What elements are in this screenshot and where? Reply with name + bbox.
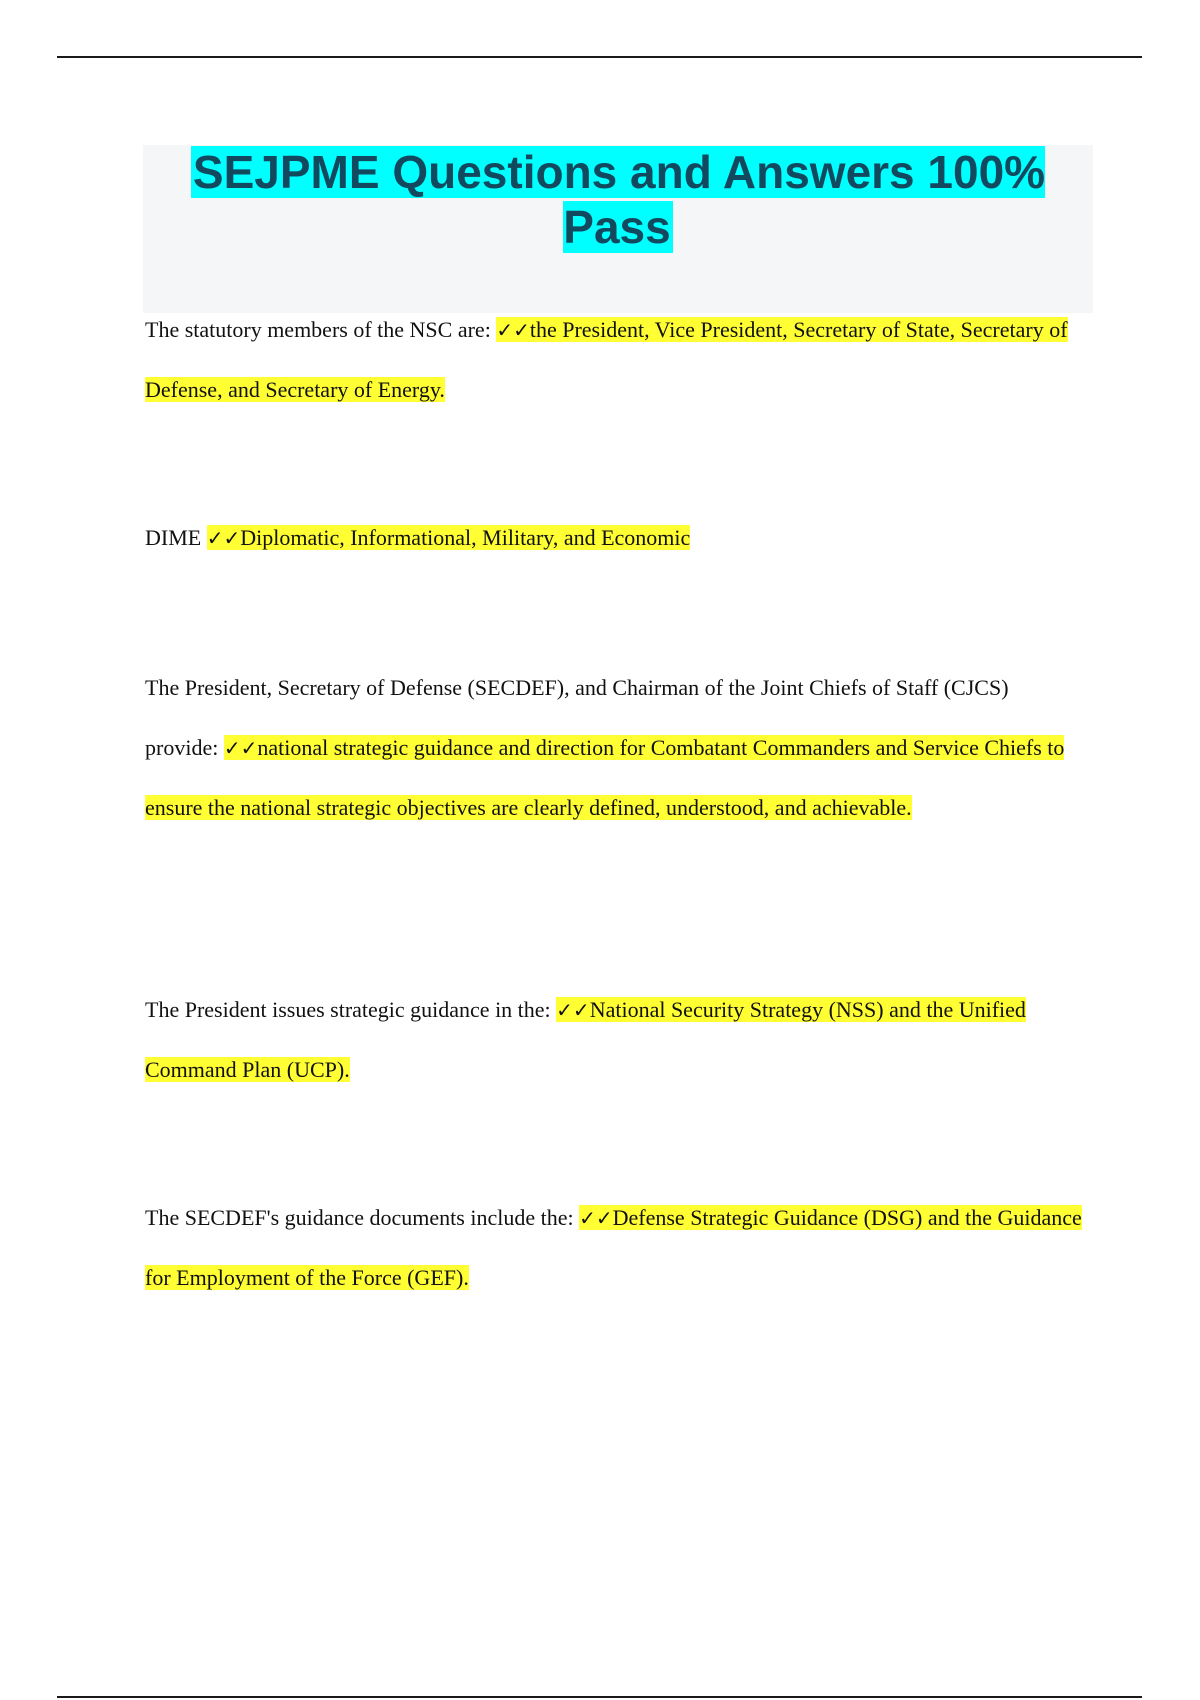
qa-item-nsc-members — [145, 300, 1085, 420]
answer-highlight — [145, 735, 1064, 820]
double-check-icon: ✓✓ — [579, 1206, 613, 1230]
qa-item-secdef-guidance — [145, 1188, 1085, 1308]
answer-text: Diplomatic, Informational, Military, and Economic — [240, 525, 691, 550]
qa-item-dime — [145, 508, 1085, 568]
document-title — [143, 145, 1093, 255]
answer-text: Defense Strategic Guidance (DSG) and the Guidance for Employment of the Force (GEF). — [145, 1205, 1082, 1290]
answer-text: National Security Strategy (NSS) and the Unified Command Plan (UCP). — [145, 997, 1026, 1082]
answer-text: the President, Vice President, Secretary of State, Secretary of Defense, and Secretary of Energy. — [145, 317, 1068, 402]
qa-item-strategic-guidance — [145, 658, 1085, 838]
answer-text: national strategic guidance and direction for Combatant Commanders and Service Chiefs to ensure the national strategic objectives are clearly defined, understood, and achievable. — [145, 735, 1065, 820]
question-text: The statutory members of the NSC are: — [145, 317, 491, 342]
question-text: The President, Secretary of Defense (SECDEF), and Chairman of the Joint Chiefs of Staff (CJCS) provide: — [145, 675, 1009, 760]
top-rule — [57, 56, 1142, 58]
question-text: The President issues strategic guidance in the: — [145, 997, 551, 1022]
double-check-icon: ✓✓ — [223, 736, 258, 760]
bottom-rule — [57, 1696, 1142, 1698]
answer-highlight — [207, 525, 691, 550]
document-title-text: SEJPME Questions and Answers 100% Pass — [192, 146, 1046, 253]
double-check-icon: ✓✓ — [496, 318, 530, 342]
qa-item-president-guidance — [145, 980, 1085, 1100]
question-text: DIME — [145, 525, 202, 550]
question-text: The SECDEF's guidance documents include the: — [145, 1205, 574, 1230]
double-check-icon: ✓✓ — [206, 526, 241, 550]
double-check-icon: ✓✓ — [556, 998, 590, 1022]
